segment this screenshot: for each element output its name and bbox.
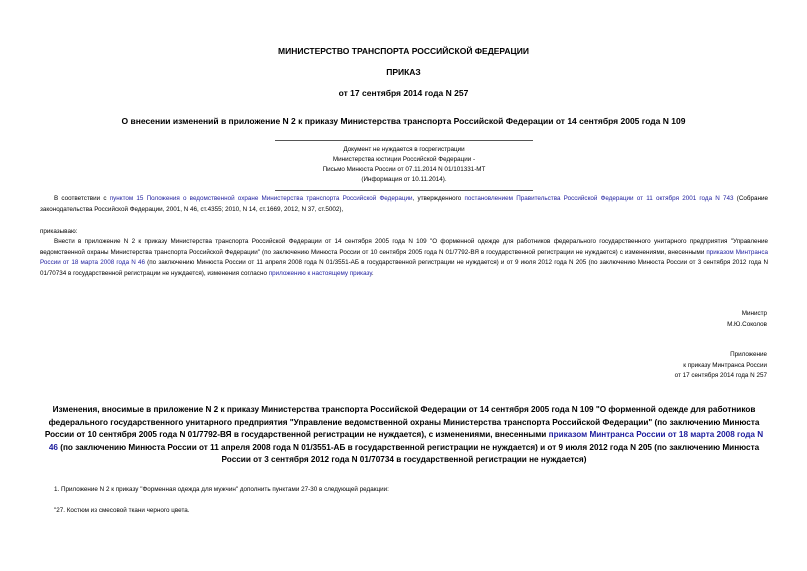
note-line: (Информация от 10.11.2014). (361, 176, 447, 183)
changes-order-46-link[interactable]: приказом Минтранса России от 18 марта 2008 года N 46 (48, 430, 764, 452)
appendix-line: Приложение (730, 351, 767, 358)
text: . (371, 269, 374, 277)
item-1: 1. Приложение N 2 к приказу "Форменная одежда для мужчин" дополнить пунктами 27-30 в следующей редакции: (54, 486, 389, 493)
text: (по заключению Минюста России от 11 апреля 2008 года N 01/3551-АБ в государственной регистрации не нуждается) и от 9 июля 2012 года N 205 (по заключению Минюста России от 3 сентября 2012 года N 01/70734 в государственной регистрации не нуждается) (57, 442, 760, 464)
appendix-line: к приказу Минтранса России (683, 361, 767, 369)
signature-name: М.Ю.Соколов (727, 320, 767, 328)
text: (по заключению Минюста России от 11 апреля 2008 года N 01/3551-АБ в государственной регистрации не нуждается) и от 9 июля 2012 года N 205 (по заключению Минюста России от 3 сентября 2012 года N 01/70734 в государственной регистрации не нуждается), изменения согласно (40, 259, 769, 277)
doc-title: О внесении изменений в приложение N 2 к приказу Министерства транспорта Российской Федерации от 14 сентября 2005 года N 109 (121, 116, 686, 126)
note-line: Письмо Минюста России от 07.11.2014 N 01/101331-МТ (322, 166, 486, 173)
text: (Собрание законодательства Российской Федерации, 2001, N 46, ст.4355; 2010, N 14, ст.1669, 2012, N 37, ст.5002), (40, 195, 768, 213)
order-46-link[interactable]: приказом Минтранса России от 18 марта 2008 года N 46 (40, 248, 768, 266)
order-word: приказываю: (40, 228, 78, 235)
item-27: "27. Костюм из смесовой ткани черного цвета. (54, 507, 190, 514)
changes-heading (40, 404, 768, 467)
appendix-line: от 17 сентября 2014 года N 257 (674, 372, 767, 379)
appendix-link[interactable]: приложению к настоящему приказу (268, 269, 372, 277)
note-line: Министерства юстиции Российской Федерации - (332, 156, 476, 163)
text: , утвержденного (412, 195, 465, 202)
government-decree-link[interactable]: постановлением Правительства Российской Федерации от 11 октября 2001 года N 743 (464, 195, 734, 202)
regulation-link[interactable]: пунктом 15 Положения о ведомственной охране Министерства транспорта Российской Федерации (109, 195, 413, 202)
registration-note (275, 145, 533, 185)
signature-block (727, 309, 767, 330)
text: В соответствии с (54, 195, 110, 202)
doc-type: ПРИКАЗ (386, 67, 421, 77)
doc-date: от 17 сентября 2014 года N 257 (338, 88, 469, 98)
signature-position: Министр (741, 310, 767, 317)
text: Внести в приложение N 2 к приказу Министерства транспорта Российской Федерации от 14 сентября 2005 года N 109 "О форменной одежде для работников федерального государственного унитарного предприятия "Управление ведомственной охраны Министерства транспорта Российской Федерации" (по заключению Минюста России от 10 сентября 2005 года N 01/7792-ВЯ в государственной регистрации не нуждается) с изменениями, внесенными (40, 238, 768, 256)
note-top-rule (275, 140, 533, 141)
note-bottom-rule (275, 190, 533, 191)
note-line: Документ не нуждается в госрегистрации (343, 146, 465, 153)
text: Изменения, вносимые в приложение N 2 к приказу Министерства транспорта Российской Федерации от 14 сентября 2005 года N 109 "О форменной одежде для работников федерального государственного унитарного предприятия "Управление ведомственной охраны Министерства транспорта Российской Федерации" (по заключению Минюста России от 10 сентября 2005 года N 01/7792-ВЯ в государственной регистрации не нуждается), с изменениями, внесенными (44, 405, 760, 439)
ministry-heading: МИНИСТЕРСТВО ТРАНСПОРТА РОССИЙСКОЙ ФЕДЕРАЦИИ (278, 46, 529, 56)
preamble-paragraph (40, 194, 768, 215)
appendix-block (675, 350, 767, 382)
order-paragraph (40, 237, 768, 279)
